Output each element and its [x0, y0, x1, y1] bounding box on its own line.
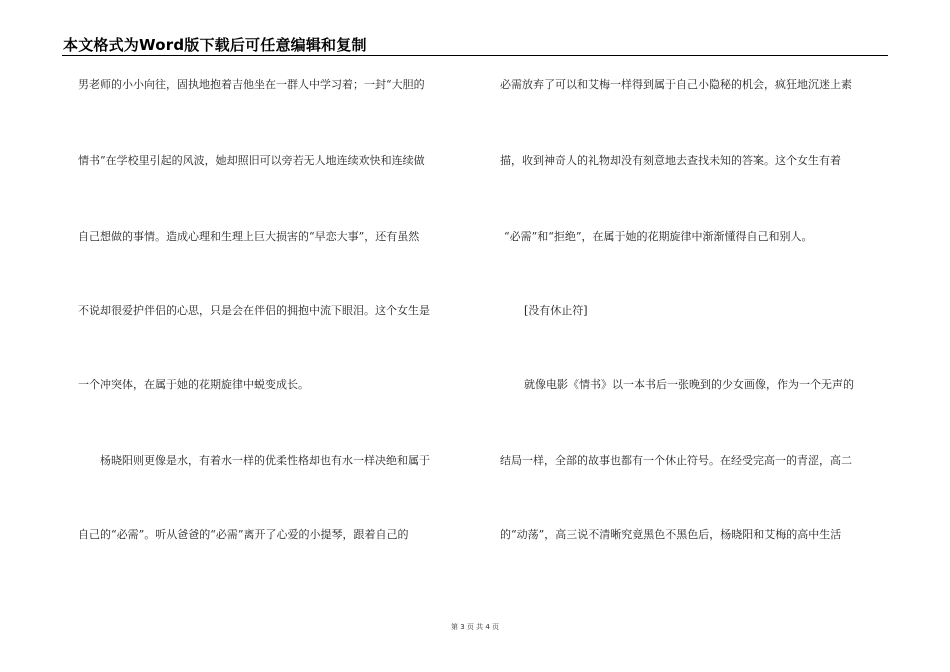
document-header-title: 本文格式为Word版下载后可任意编辑和复制 [63, 36, 367, 54]
paragraph-line: 描，收到神奇人的礼物却没有刻意地去查找未知的答案。这个女生有着 [500, 154, 841, 167]
paragraph-line: 结局一样，全部的故事也都有一个休止符号。在经受完高一的青涩，高二 [500, 454, 852, 467]
page-number-footer: 第 3 页 共 4 页 [450, 623, 500, 631]
paragraph-line: 自己想做的事情。造成心理和生理上巨大损害的“早恋大事”，还有虽然 [78, 230, 420, 243]
paragraph-line: “必需”和“拒绝”，在属于她的花期旋律中渐渐懂得自己和别人。 [504, 230, 813, 243]
paragraph-line: 不说却很爱护伴侣的心思，只是会在伴侣的拥抱中流下眼泪。这个女生是 [78, 304, 430, 317]
paragraph-line: 的“动荡”，高三说不清晰究竟黑色不黑色后，杨晓阳和艾梅的高中生活 [500, 528, 842, 541]
paragraph-line: 杨晓阳则更像是水，有着水一样的优柔性格却也有水一样决绝和属于 [100, 454, 430, 467]
section-heading: [没有休止符] [524, 304, 588, 317]
paragraph-line: 自己的“必需”。听从爸爸的“必需”离开了心爱的小提琴，跟着自己的 [78, 528, 409, 541]
paragraph-line: 情书”在学校里引起的风波，她却照旧可以旁若无人地连续欢快和连续做 [78, 154, 425, 167]
paragraph-line: 就像电影《情书》以一本书后一张晚到的少女画像，作为一个无声的 [524, 378, 854, 391]
paragraph-line: 一个冲突体，在属于她的花期旋律中蜕变成长。 [78, 378, 309, 391]
paragraph-line: 男老师的小小向往，固执地抱着吉他坐在一群人中学习着；一封“大胆的 [78, 78, 425, 91]
header-divider [62, 55, 888, 56]
paragraph-line: 必需放弃了可以和艾梅一样得到属于自己小隐秘的机会，疯狂地沉迷上素 [500, 78, 852, 91]
